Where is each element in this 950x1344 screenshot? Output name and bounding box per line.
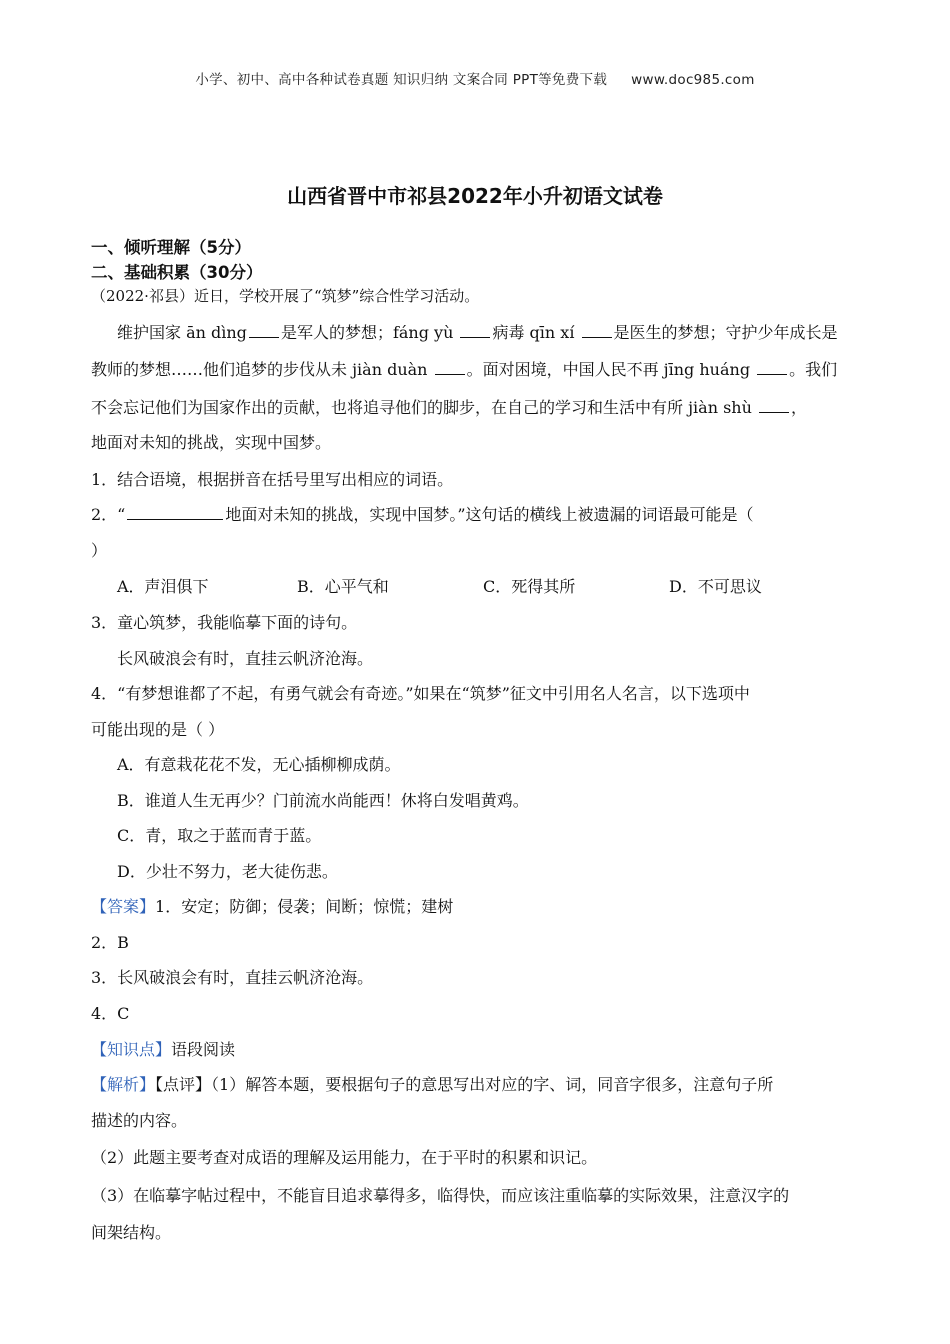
section-heading-basics: 二、基础积累（30分） [91, 263, 263, 282]
passage-text: 病毒 qīn xí [492, 323, 580, 342]
answer-blank [759, 398, 789, 413]
answer-blank [435, 360, 465, 375]
analysis-line-4: （3）在临摹字帖过程中，不能盲目追求摹得多，临得快，而应该注重临摹的实际效果，注意汉字的 [91, 1186, 790, 1205]
passage-text: 。我们 [789, 360, 838, 379]
analysis-line-5: 间架结构。 [91, 1223, 172, 1242]
q2-option-a: A．声泪俱下 [117, 577, 209, 596]
passage-line-2 [91, 357, 837, 380]
question-2-paren: ） [91, 541, 108, 560]
passage-line-1 [117, 320, 838, 343]
q4-option-a: A．有意栽花花不发，无心插柳柳成荫。 [117, 755, 401, 774]
question-4-line-1: 4．“有梦想谁都了不起，有勇气就会有奇迹。”如果在“筑梦”征文中引用名人名言，以下选项中 [91, 684, 750, 703]
answer-blank [757, 360, 787, 375]
q4-option-c: C．青，取之于蓝而青于蓝。 [117, 826, 322, 845]
question-4-line-2: 可能出现的是（ ） [91, 720, 225, 739]
page-header-banner [0, 68, 950, 88]
passage-text: 是医生的梦想；守护少年成长是 [613, 323, 838, 342]
passage-line-4: 地面对未知的挑战，实现中国梦。 [91, 433, 332, 452]
passage-text: 不会忘记他们为国家作出的贡献，也将追寻他们的脚步，在自己的学习和生活中有所 jiàn shù [91, 398, 758, 417]
question-2 [91, 502, 754, 525]
answer-blank [249, 323, 279, 338]
passage-line-3 [91, 395, 807, 418]
answer-line-3: 3．长风破浪会有时，直挂云帆济沧海。 [91, 968, 374, 987]
question-1: 1．结合语境，根据拼音在括号里写出相应的词语。 [91, 470, 454, 489]
banner-url[interactable]: www.doc985.com [631, 72, 755, 88]
analysis-text: 【点评】（1）解答本题，要根据句子的意思写出对应的字、词，同音字很多，注意句子所 [155, 1075, 774, 1094]
knowledge-point [91, 1037, 235, 1060]
banner-text: 小学、初中、高中各种试卷真题 知识归纳 文案合同 PPT等免费下载 [195, 72, 608, 88]
passage-text: ， [791, 398, 808, 417]
q4-option-d: D．少壮不努力，老大徒伤悲。 [117, 862, 338, 881]
section-heading-listening: 一、倾听理解（5分） [91, 238, 251, 257]
question-3-poem: 长风破浪会有时，直挂云帆济沧海。 [117, 649, 374, 668]
answer-blank [582, 323, 612, 338]
q2-option-d: D．不可思议 [669, 577, 762, 596]
analysis-line-2: 描述的内容。 [91, 1111, 188, 1130]
passage-text: 。面对困境，中国人民不再 jīng huáng [466, 360, 756, 379]
passage-text: 是军人的梦想；fáng yù [280, 323, 459, 342]
answer-line-4: 4．C [91, 1004, 130, 1023]
q2-option-b: B．心平气和 [297, 577, 389, 596]
q2-option-c: C．死得其所 [483, 577, 576, 596]
answer-blank [460, 323, 490, 338]
knowledge-text: 语段阅读 [171, 1040, 236, 1059]
passage-text: 教师的梦想……他们追梦的步伐从未 jiàn duàn [91, 360, 433, 379]
question-intro: （2022·祁县）近日，学校开展了“筑梦”综合性学习活动。 [91, 287, 480, 305]
question-text: 地面对未知的挑战，实现中国梦。”这句话的横线上被遗漏的词语最可能是（ [225, 505, 754, 524]
page-title: 山西省晋中市祁县2022年小升初语文试卷 [287, 184, 663, 208]
question-3: 3．童心筑梦，我能临摹下面的诗句。 [91, 613, 358, 632]
answer-blank [127, 505, 223, 520]
answer-line-1 [91, 894, 453, 917]
answer-tag: 【答案】 [91, 897, 156, 916]
knowledge-tag: 【知识点】 [91, 1040, 172, 1059]
question-text: 2．“ [91, 505, 126, 524]
analysis-line-1 [91, 1072, 773, 1095]
analysis-tag: 【解析】 [91, 1075, 156, 1094]
answer-line-2: 2．B [91, 933, 129, 952]
passage-text: 维护国家 ān dìng [117, 323, 247, 342]
analysis-line-3: （2）此题主要考查对成语的理解及运用能力，在于平时的积累和识记。 [91, 1148, 598, 1167]
answer-text: 1．安定；防御；侵袭；间断；惊慌；建树 [155, 897, 454, 916]
q4-option-b: B．谁道人生无再少？门前流水尚能西！休将白发唱黄鸡。 [117, 791, 529, 810]
